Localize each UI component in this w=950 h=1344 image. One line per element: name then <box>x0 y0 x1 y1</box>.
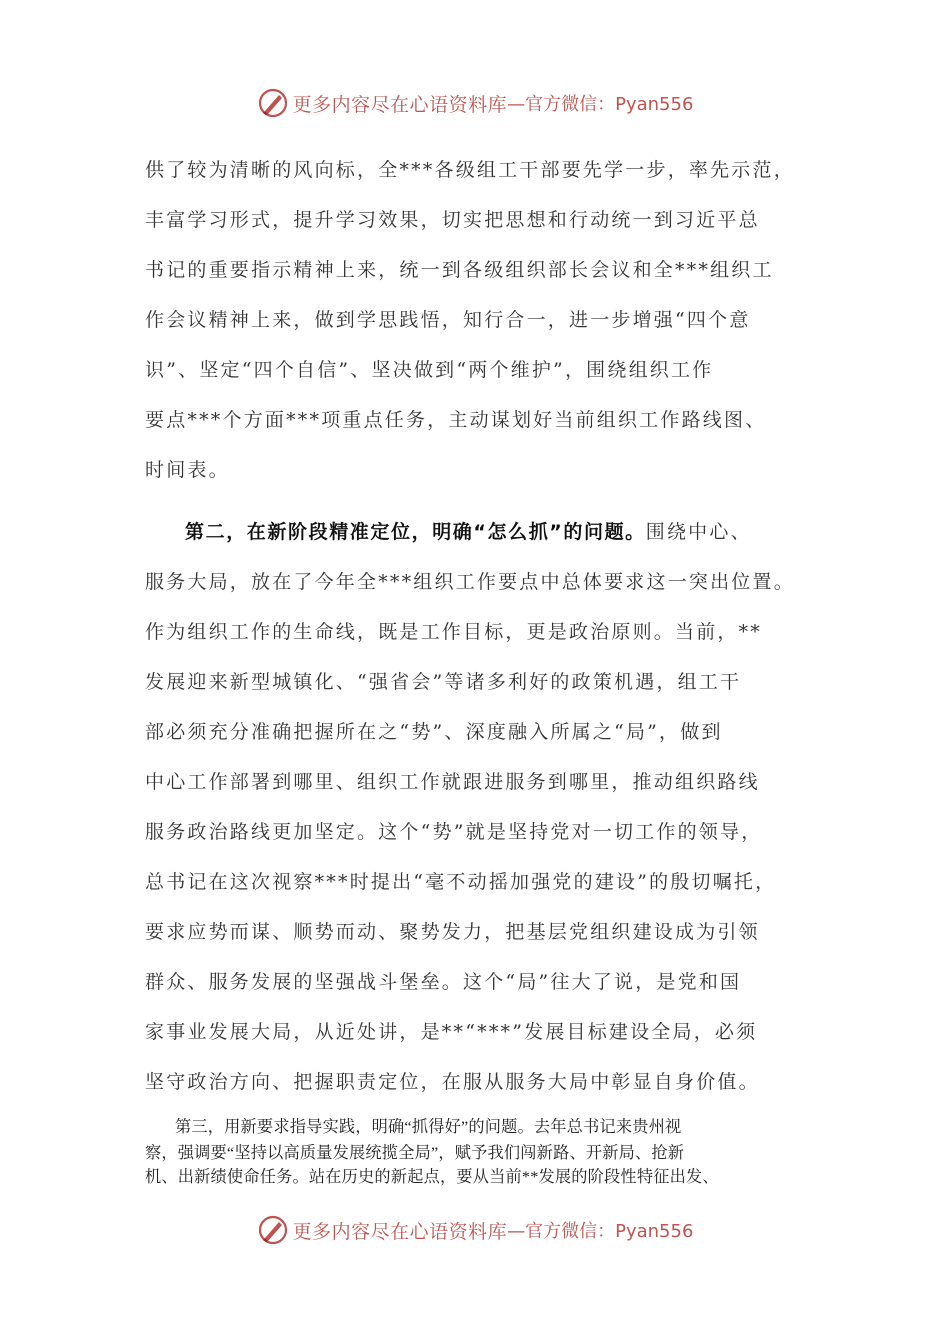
text-line-small: 机、出新绩使命任务。站在历史的新起点，要从当前**发展的阶段性特征出发、 <box>145 1168 719 1186</box>
paragraph-2-heading: 第二，在新阶段精准定位，明确“怎么抓”的问题。 <box>185 521 646 543</box>
banner-wechat: —官方微信：Pyan556 <box>507 1221 694 1242</box>
pen-logo-icon <box>257 87 289 119</box>
paragraph-2-first-line <box>185 512 752 552</box>
text-line: 作会议精神上来，做到学思践悟，知行合一，进一步增强“四个意 <box>145 309 751 331</box>
text-line: 总书记在这次视察***时提出“毫不动摇加强党的建设”的殷切嘱托， <box>145 871 777 893</box>
text-line: 群众、服务发展的坚强战斗堡垒。这个“局”往大了说，是党和国 <box>145 971 742 993</box>
text-line: 作为组织工作的生命线，既是工作目标，更是政治原则。当前，** <box>145 621 763 643</box>
text-line: 坚守政治方向、把握职责定位，在服从服务大局中彰显自身价值。 <box>145 1071 760 1093</box>
banner-text: 更多内容尽在心语资料库 <box>292 1220 508 1243</box>
text-line: 供了较为清晰的风向标，全***各级组工干部要先学一步，率先示范， <box>145 159 795 181</box>
text-line: 中心工作部署到哪里、组织工作就跟进服务到哪里，推动组织路线 <box>145 771 760 793</box>
text-line: 部必须充分准确把握所在之“势”、深度融入所属之“局”，做到 <box>145 721 723 743</box>
banner-text: 更多内容尽在心语资料库 <box>292 93 508 116</box>
text-line: 服务政治路线更加坚定。这个“势”就是坚持党对一切工作的领导， <box>145 821 763 843</box>
text-line: 时间表。 <box>145 459 230 481</box>
text-line: 书记的重要指示精神上来，统一到各级组织部长会议和全***组织工 <box>145 259 774 281</box>
banner-wechat: —官方微信：Pyan556 <box>507 94 694 115</box>
text-line-small: 察，强调要“坚持以高质量发展统揽全局”，赋予我们闯新路、开新局、抢新 <box>145 1144 685 1162</box>
text-line-small: 第三，用新要求指导实践，明确“抓得好”的问题。去年总书记来贵州视 <box>175 1118 682 1136</box>
text-line: 要点***个方面***项重点任务，主动谋划好当前组织工作路线图、 <box>145 409 767 431</box>
text-line: 服务大局，放在了今年全***组织工作要点中总体要求这一突出位置。 <box>145 571 795 593</box>
text-line: 家事业发展大局，从近处讲，是**“***”发展目标建设全局，必须 <box>145 1021 758 1043</box>
pen-logo-icon <box>257 1214 289 1246</box>
text-line: 发展迎来新型城镇化、“强省会”等诸多利好的政策机遇，组工干 <box>145 671 742 693</box>
paragraph-2-first-rest: 围绕中心、 <box>645 521 752 543</box>
text-line: 丰富学习形式，提升学习效果，切实把思想和行动统一到习近平总 <box>145 209 760 231</box>
header-banner <box>0 83 950 123</box>
footer-banner <box>0 1210 950 1250</box>
text-line: 识”、坚定“四个自信”、坚决做到“两个维护”，围绕组织工作 <box>145 359 714 381</box>
text-line: 要求应势而谋、顺势而动、聚势发力，把基层党组织建设成为引领 <box>145 921 760 943</box>
